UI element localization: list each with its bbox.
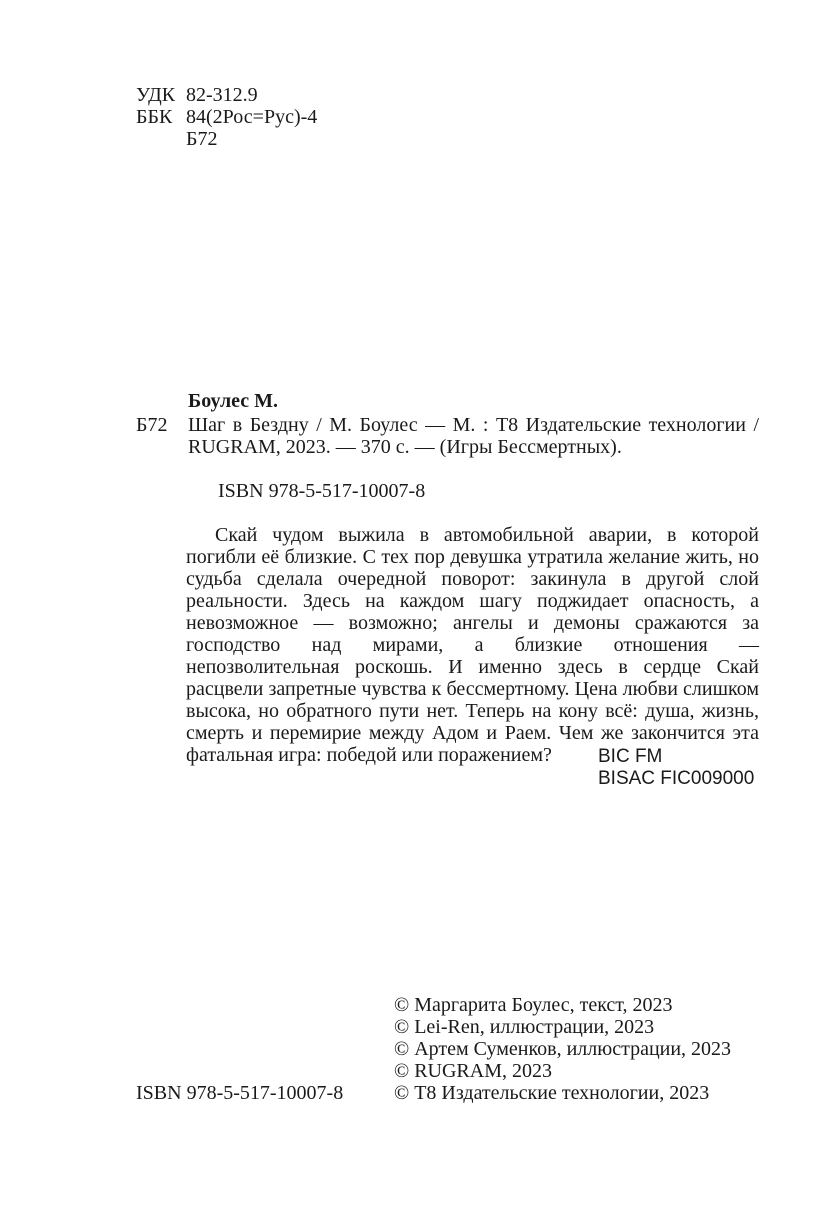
udk-value: 82-312.9	[186, 84, 258, 106]
bibliographic-description: Шаг в Бездну / М. Боулес — М. : Т8 Издательские технологии / RUGRAM, 2023. — 370 с. — (Игры Бессмертных).	[188, 414, 759, 458]
udk-row	[136, 84, 317, 106]
author-mark-top: Б72	[186, 128, 218, 150]
copyright-line: © Т8 Издательские технологии, 2023	[394, 1082, 710, 1104]
annotation-paragraph: Скай чудом выжила в автомобильной аварии, в которой погибли её близкие. С тех пор девушка утратила желание жить, но судьба сделала очередной поворот: закинула в другой слой реальности. Здесь на каждом шагу поджидает опасность, а невозможное — возможно; ангелы и демоны сражаются за господство над мирами, а близкие отношения — непозволительная роскошь. И именно здесь в сердце Скай расцвели запретные чувства к бессмертному. Цена любви слишком высока, но обратного пути нет. Теперь на кону всё: душа, жизнь, смерть и перемирие между Адом и Раем. Чем же закончится эта фатальная игра: победой или поражением?	[186, 524, 759, 766]
copyright-line: © RUGRAM, 2023	[394, 1060, 552, 1082]
footer-isbn: ISBN 978-5-517-10007-8	[136, 1082, 344, 1104]
author-heading: Боулес М.	[188, 390, 279, 412]
isbn-line: ISBN 978-5-517-10007-8	[218, 480, 426, 502]
bic-code: BIC FM	[598, 746, 663, 767]
bbk-row	[136, 106, 317, 128]
copyright-line: © Маргарита Боулес, текст, 2023	[394, 994, 673, 1016]
author-mark-row	[136, 128, 317, 150]
copyright-line: © Артем Суменков, иллюстрации, 2023	[394, 1038, 732, 1060]
author-mark: Б72	[136, 414, 168, 436]
bibliographic-record	[136, 414, 759, 458]
subject-codes	[598, 746, 754, 790]
udk-label: УДК	[136, 84, 176, 106]
bisac-code: BISAC FIC009000	[598, 768, 755, 789]
copyright-list	[394, 994, 731, 1104]
classification-codes	[136, 84, 317, 150]
bbk-value: 84(2Рос=Рус)-4	[186, 106, 318, 128]
bbk-label: ББК	[136, 106, 173, 128]
copyright-line: © Lei-Ren, иллюстрации, 2023	[394, 1016, 655, 1038]
